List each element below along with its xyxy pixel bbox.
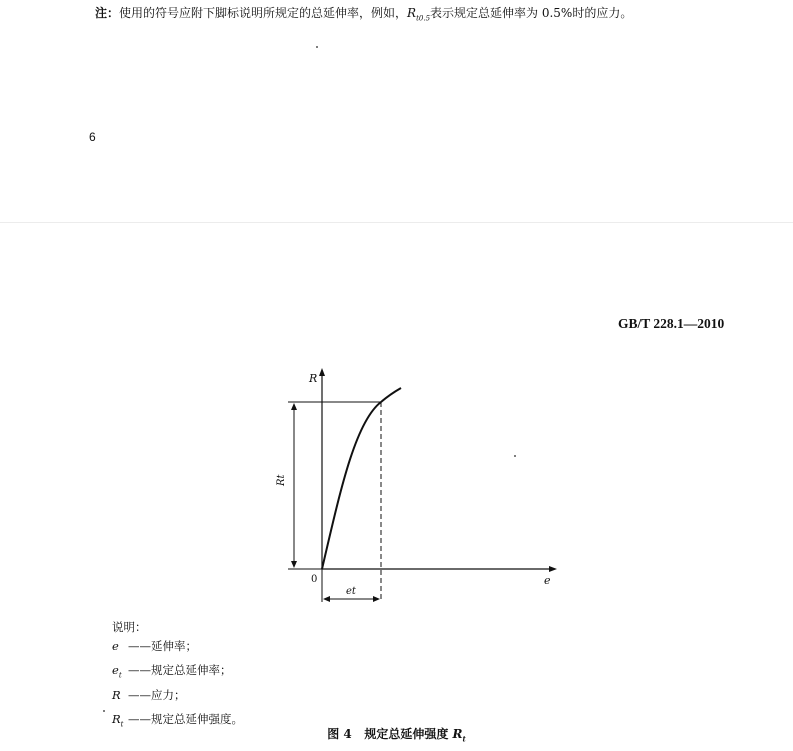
note-text-before: 使用的符号应附下脚标说明所规定的总延伸率，例如， xyxy=(119,6,408,20)
legend-item xyxy=(112,637,243,661)
legend-title: 说明： xyxy=(112,620,147,634)
legend-symbol xyxy=(112,686,128,710)
legend-dash: —— xyxy=(128,663,151,678)
legend-dash: —— xyxy=(128,711,151,726)
footnote xyxy=(95,4,632,22)
legend-text: 规定总延伸率； xyxy=(151,663,232,678)
legend-symbol xyxy=(112,661,128,685)
legend-symbol-letter: e xyxy=(112,639,119,653)
legend-text: 规定总延伸强度。 xyxy=(151,711,243,726)
et-dimension-label: et xyxy=(346,586,356,597)
page-number: 6 xyxy=(89,130,96,144)
note-symbol-sub: t0.5 xyxy=(416,14,431,23)
note-label: 注： xyxy=(95,6,120,20)
stress-strain-curve xyxy=(322,388,401,569)
note-symbol: R xyxy=(407,6,417,20)
legend-symbol-sub: t xyxy=(118,671,122,680)
stress-strain-figure xyxy=(270,362,570,612)
y-axis-label: R xyxy=(309,372,318,385)
caption-symbol xyxy=(452,727,466,744)
page-break-divider xyxy=(0,222,793,223)
legend-symbol xyxy=(112,637,128,661)
legend-symbol-sub: t xyxy=(120,720,124,729)
scan-speck xyxy=(316,46,318,48)
standard-code: GB/T 228.1—2010 xyxy=(618,316,725,331)
caption-symbol-sub: t xyxy=(462,734,466,744)
caption-title: 规定总延伸强度 xyxy=(364,727,449,741)
x-axis-label: e xyxy=(544,574,551,587)
note-text-after: 表示规定总延伸率为 0.5%时的应力。 xyxy=(430,6,633,20)
scan-speck xyxy=(103,710,105,712)
legend xyxy=(112,618,243,734)
legend-symbol-letter: e xyxy=(112,663,119,678)
origin-label: 0 xyxy=(311,574,318,585)
legend-item xyxy=(112,661,243,685)
legend-item xyxy=(112,686,243,710)
legend-dash: —— xyxy=(128,639,151,653)
scan-speck xyxy=(514,455,516,457)
legend-text: 延伸率； xyxy=(151,639,197,653)
rt-dimension-label: Rt xyxy=(276,474,287,486)
caption-symbol-letter: R xyxy=(452,727,463,741)
legend-symbol-letter: R xyxy=(112,711,121,726)
figure-svg xyxy=(270,362,570,612)
caption-prefix: 图 4 xyxy=(327,727,352,741)
legend-text: 应力； xyxy=(151,687,186,702)
legend-symbol-letter: R xyxy=(112,687,121,702)
figure-caption xyxy=(0,725,793,743)
legend-dash: —— xyxy=(128,687,151,702)
